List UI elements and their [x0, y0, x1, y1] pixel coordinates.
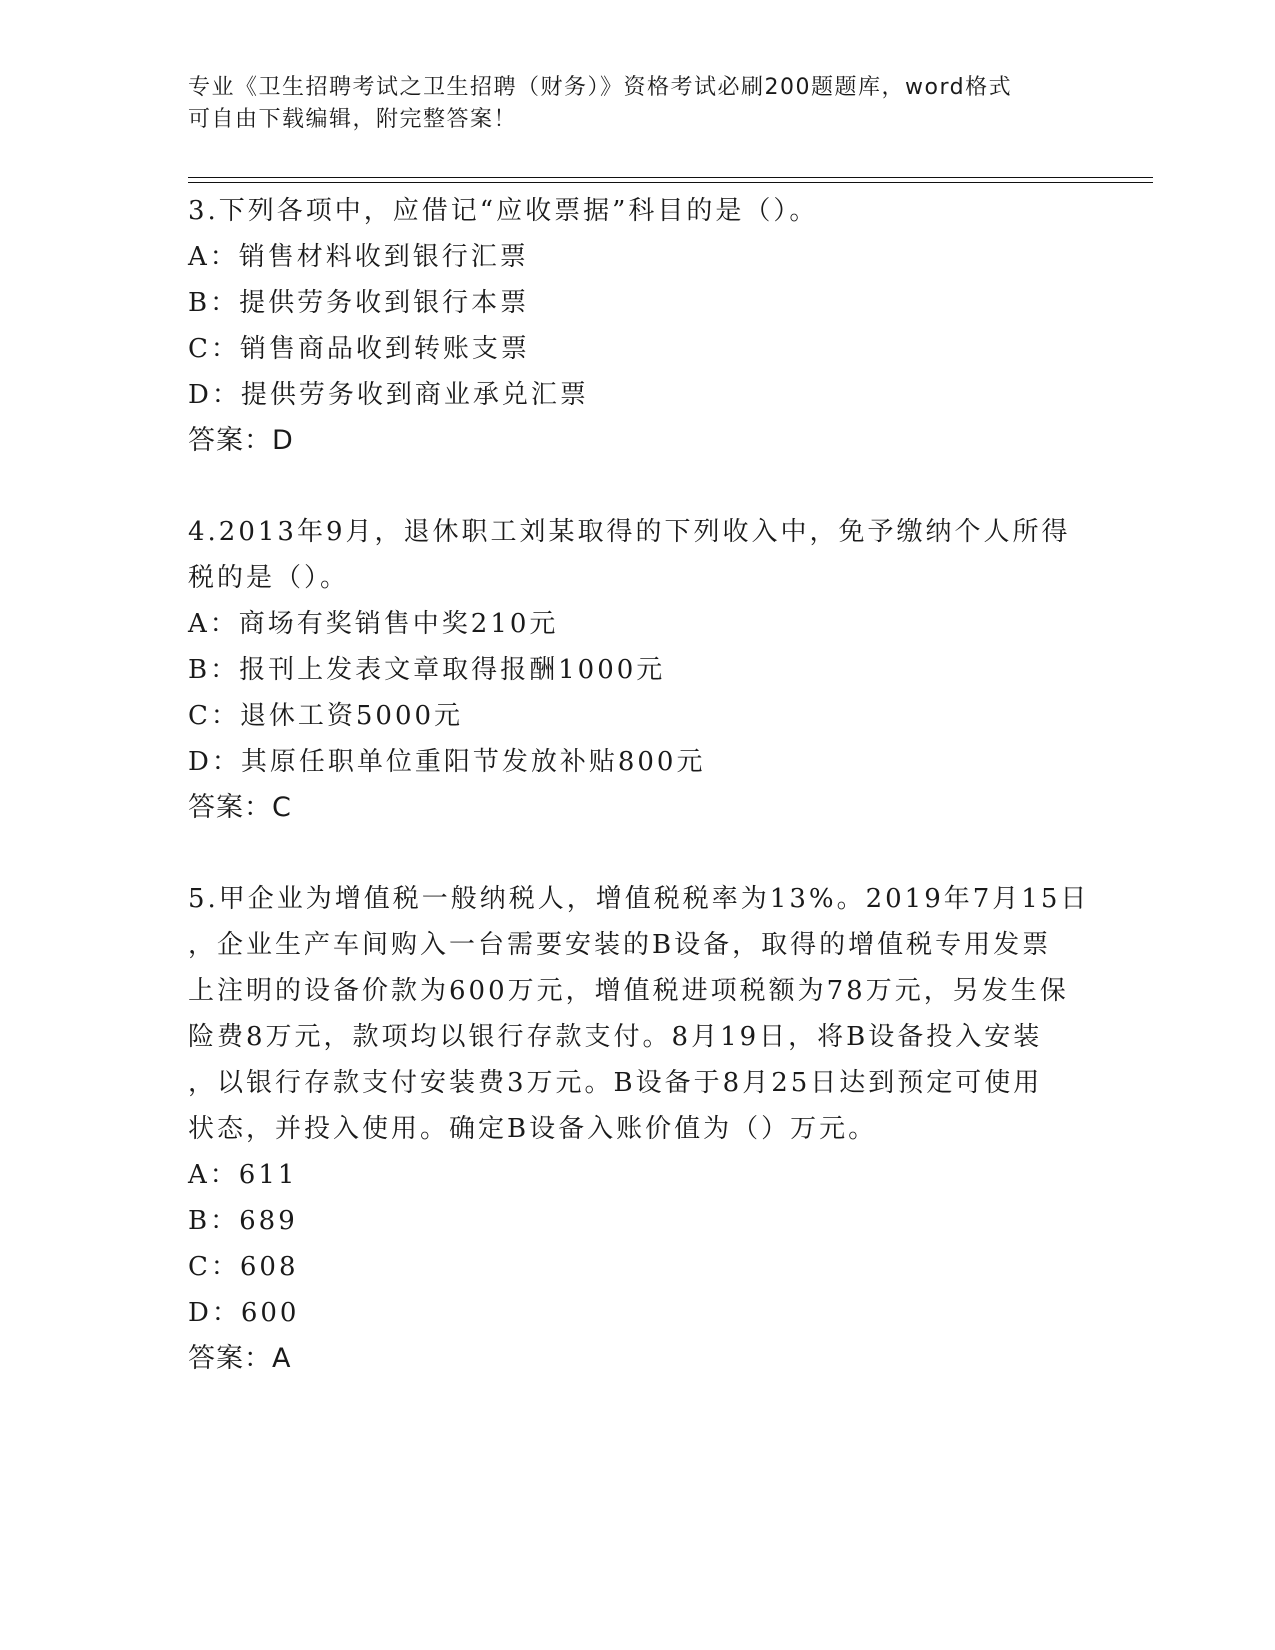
- question-text: [188, 188, 1068, 234]
- option-d: D：提供劳务收到商业承兑汇票: [188, 380, 589, 410]
- question-text-line: 税的是（）。: [188, 563, 350, 593]
- question-text-line: 5.甲企业为增值税一般纳税人，增值税税率为13%。2019年7月15日: [188, 884, 1090, 914]
- question-list: [188, 188, 1090, 1427]
- option-d: D：600: [188, 1298, 300, 1328]
- question-text: [188, 876, 1090, 1152]
- question-4: [188, 509, 1071, 831]
- header-divider-bottom: [188, 182, 1153, 183]
- option-c: C：销售商品收到转账支票: [188, 334, 530, 364]
- question-3: [188, 188, 1068, 464]
- question-text-line: 上注明的设备价款为600万元，增值税进项税额为78万元，另发生保: [188, 976, 1069, 1006]
- question-text-line: 险费8万元，款项均以银行存款支付。8月19日，将B设备投入安装: [188, 1022, 1043, 1052]
- header-divider-top: [188, 177, 1153, 178]
- header-title-line-2: 可自由下载编辑，附完整答案！: [188, 107, 518, 132]
- option-c: C：608: [188, 1252, 299, 1282]
- option-d: D：其原任职单位重阳节发放补贴800元: [188, 747, 706, 777]
- option-b: B：689: [188, 1206, 298, 1236]
- option-b: B：报刊上发表文章取得报酬1000元: [188, 655, 666, 685]
- question-text-line: 4.2013年9月，退休职工刘某取得的下列收入中，免予缴纳个人所得: [188, 517, 1071, 547]
- answer-line: 答案：C: [188, 792, 292, 823]
- option-a: A：611: [188, 1160, 298, 1190]
- option-a: A：商场有奖销售中奖210元: [188, 609, 559, 639]
- option-b: B：提供劳务收到银行本票: [188, 288, 530, 318]
- question-text-line: 状态，并投入使用。确定B设备入账价值为（）万元。: [188, 1114, 878, 1144]
- question-text-line: ，以银行存款支付安装费3万元。B设备于8月25日达到预定可使用: [188, 1068, 1043, 1098]
- question-5: [188, 876, 1090, 1382]
- question-text-line: ，企业生产车间购入一台需要安装的B设备，取得的增值税专用发票: [188, 930, 1052, 960]
- option-c: C：退休工资5000元: [188, 701, 464, 731]
- header-title-line-1: 专业《卫生招聘考试之卫生招聘（财务）》资格考试必刷200题题库，word格式: [188, 75, 1013, 100]
- option-a: A：销售材料收到银行汇票: [188, 242, 529, 272]
- question-text: [188, 509, 1071, 601]
- answer-line: 答案：D: [188, 425, 294, 456]
- answer-line: 答案：A: [188, 1343, 292, 1374]
- question-text-line: 3.下列各项中，应借记“应收票据”科目的是（）。: [188, 196, 819, 226]
- document-header: [188, 72, 1068, 136]
